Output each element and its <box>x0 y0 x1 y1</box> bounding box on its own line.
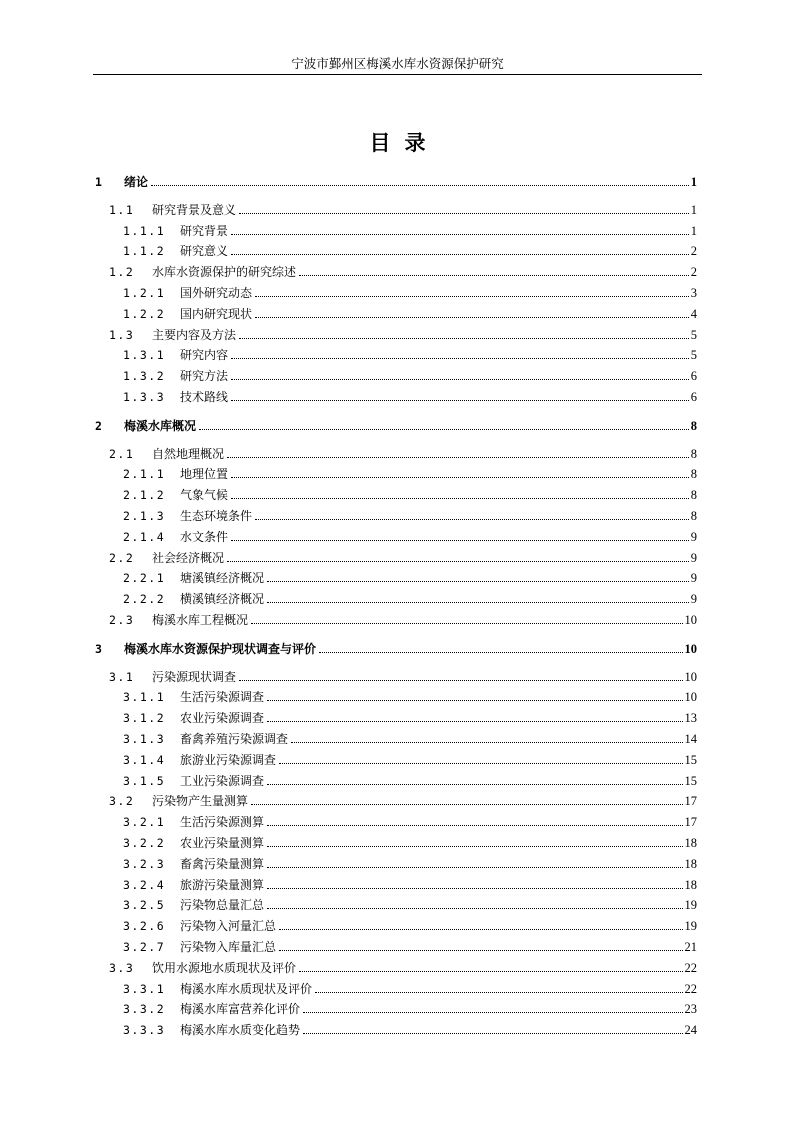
toc-entry[interactable] <box>123 771 697 789</box>
toc-entry-page: 9 <box>690 550 697 565</box>
toc-dot-leader <box>231 477 689 478</box>
toc-entry-label: 国内研究现状 <box>180 306 253 321</box>
toc-entry-page: 22 <box>684 981 697 996</box>
toc-dot-leader <box>267 602 689 603</box>
toc-entry[interactable] <box>123 854 697 872</box>
toc-entry-page: 14 <box>684 732 697 746</box>
toc-entry[interactable] <box>109 325 697 343</box>
toc-entry-number: 1 <box>95 175 104 189</box>
toc-dot-leader <box>227 561 689 562</box>
toc-entry-page: 15 <box>684 773 697 788</box>
toc-entry[interactable] <box>95 416 697 434</box>
toc-dot-leader <box>255 317 689 318</box>
toc-entry-label: 地理位置 <box>180 467 229 482</box>
toc-entry-page: 8 <box>690 509 697 523</box>
toc-entry-number: 3.2.1 <box>123 815 166 830</box>
toc-dot-leader <box>231 498 689 499</box>
toc-entry-label: 生活污染源调查 <box>180 690 265 705</box>
page-title: 目录 <box>369 131 440 155</box>
toc-entry-page: 8 <box>690 488 697 503</box>
toc-entry-label: 绪论 <box>124 175 149 189</box>
toc-entry-page: 10 <box>684 669 697 684</box>
toc-entry-label: 梅溪水库工程概况 <box>152 613 249 627</box>
toc-entry-number: 2 <box>95 418 104 433</box>
toc-entry-label: 畜禽养殖污染源调查 <box>180 732 289 746</box>
toc-entry-number: 2.2.2 <box>123 592 166 607</box>
toc-entry[interactable] <box>109 548 697 566</box>
toc-entry-label: 社会经济概况 <box>152 550 225 565</box>
toc-dot-leader <box>299 275 689 276</box>
toc-entry-page: 1 <box>690 202 697 217</box>
toc-entry-page: 18 <box>684 856 697 871</box>
toc-entry-page: 8 <box>690 446 697 461</box>
toc-entry-number: 2.1 <box>109 446 135 461</box>
toc-entry-number: 3.2 <box>109 794 135 809</box>
toc-dot-leader <box>315 992 682 993</box>
toc-dot-leader <box>239 338 689 339</box>
toc-entry[interactable] <box>123 221 697 239</box>
toc-entry-number: 1.1.2 <box>123 244 166 259</box>
toc-dot-leader <box>267 867 682 868</box>
toc-entry-label: 污染物产生量测算 <box>152 794 249 809</box>
toc-entry[interactable] <box>123 506 697 524</box>
toc-entry-number: 3.3 <box>109 960 135 975</box>
toc-dot-leader <box>251 623 682 624</box>
toc-entry-label: 主要内容及方法 <box>152 327 237 342</box>
toc-entry-label: 自然地理概况 <box>152 446 225 461</box>
toc-entry-page: 9 <box>690 592 697 607</box>
toc-entry-page: 5 <box>690 348 697 363</box>
toc-entry-page: 22 <box>684 960 697 975</box>
toc-entry-page: 17 <box>684 815 697 830</box>
toc-entry-page: 23 <box>684 1002 697 1017</box>
toc-entry-label: 生活污染源测算 <box>180 815 265 830</box>
toc-entry[interactable] <box>109 958 697 976</box>
toc-entry-number: 2.2.1 <box>123 571 166 586</box>
toc-entry-label: 生态环境条件 <box>180 509 253 523</box>
toc-dot-leader <box>267 846 682 847</box>
toc-entry-label: 技术路线 <box>180 390 229 404</box>
toc-entry-number: 3 <box>95 641 104 656</box>
toc-entry-number: 2.2 <box>109 550 135 565</box>
toc-entry[interactable] <box>123 833 697 851</box>
toc-entry-page: 10 <box>684 641 697 656</box>
toc-entry-label: 农业污染量测算 <box>180 836 265 850</box>
toc-dot-leader <box>199 429 689 430</box>
toc-dot-leader <box>291 742 682 743</box>
toc-entry-page: 8 <box>690 467 697 482</box>
toc-entry-number: 3.3.3 <box>123 1023 166 1038</box>
toc-entry-label: 塘溪镇经济概况 <box>180 571 265 586</box>
toc-dot-leader <box>299 971 682 972</box>
toc-entry-number: 3.1.4 <box>123 752 166 767</box>
toc-entry-page: 10 <box>684 690 697 705</box>
toc-entry-label: 污染物总量汇总 <box>180 898 265 913</box>
toc-entry-label: 水文条件 <box>180 529 229 544</box>
toc-entry-label: 研究背景 <box>180 223 229 238</box>
toc-entry-number: 1.3.2 <box>123 369 166 384</box>
toc-entry-label: 畜禽污染量测算 <box>180 856 265 871</box>
toc-entry[interactable] <box>123 527 697 545</box>
toc-entry[interactable] <box>95 172 697 190</box>
toc-dot-leader <box>319 652 682 653</box>
toc-entry[interactable] <box>123 750 697 768</box>
toc-entry-label: 旅游业污染源调查 <box>180 752 277 767</box>
toc-entry-number: 3.1 <box>109 669 135 684</box>
toc-entry-number: 3.1.2 <box>123 711 166 726</box>
toc-entry-page: 1 <box>690 223 697 238</box>
toc-dot-leader <box>239 213 689 214</box>
toc-entry-label: 工业污染源调查 <box>180 773 265 788</box>
toc-entry-number: 3.2.6 <box>123 919 166 934</box>
toc-entry[interactable] <box>123 589 697 607</box>
toc-entry[interactable] <box>109 262 697 280</box>
toc-entry[interactable] <box>123 895 697 913</box>
toc-entry[interactable] <box>109 791 697 809</box>
toc-entry[interactable] <box>123 812 697 830</box>
toc-entry[interactable] <box>109 200 697 218</box>
toc-entry-page: 24 <box>684 1023 697 1038</box>
toc-entry-number: 1.1.1 <box>123 223 166 238</box>
toc-dot-leader <box>255 296 689 297</box>
toc-entry-number: 2.1.2 <box>123 488 166 503</box>
toc-entry-label: 气象气候 <box>180 488 229 503</box>
toc-dot-leader <box>227 457 689 458</box>
toc-entry[interactable] <box>123 464 697 482</box>
toc-entry-number: 3.1.5 <box>123 773 166 788</box>
toc-entry-label: 旅游污染量测算 <box>180 877 265 892</box>
toc-dot-leader <box>267 700 682 701</box>
toc-dot-leader <box>239 680 682 681</box>
toc-dot-leader <box>279 950 682 951</box>
toc-dot-leader <box>255 519 689 520</box>
toc-entry-number: 3.2.5 <box>123 898 166 913</box>
toc-dot-leader <box>267 908 682 909</box>
toc-entry-number: 3.2.7 <box>123 940 166 954</box>
toc-entry[interactable] <box>123 345 697 363</box>
toc-entry-page: 10 <box>684 613 697 627</box>
toc-dot-leader <box>279 763 682 764</box>
toc-entry-page: 9 <box>690 529 697 544</box>
toc-entry-label: 梅溪水库水质变化趋势 <box>180 1023 301 1038</box>
toc-dot-leader <box>279 929 682 930</box>
toc-entry-label: 污染物入河量汇总 <box>180 919 277 934</box>
toc-entry-page: 6 <box>690 390 697 404</box>
toc-entry-label: 农业污染源调查 <box>180 711 265 726</box>
toc-dot-leader <box>151 185 689 186</box>
toc-entry-label: 研究内容 <box>180 348 229 363</box>
toc-entry[interactable] <box>123 916 697 934</box>
toc-entry[interactable] <box>123 999 697 1017</box>
toc-entry[interactable] <box>123 485 697 503</box>
toc-entry-page: 19 <box>684 919 697 934</box>
toc-dot-leader <box>303 1012 682 1013</box>
toc-entry-page: 2 <box>690 265 697 280</box>
toc-dot-leader <box>267 721 682 722</box>
toc-entry-page: 21 <box>684 940 697 954</box>
toc-entry[interactable] <box>123 568 697 586</box>
toc-entry-number: 1.2.2 <box>123 306 166 321</box>
toc-entry[interactable] <box>123 1020 697 1038</box>
running-header: 宁波市鄞州区梅溪水库水资源保护研究 <box>291 56 504 71</box>
toc-entry-page: 19 <box>684 898 697 913</box>
toc-entry-number: 3.1.1 <box>123 690 166 705</box>
toc-entry[interactable] <box>123 687 697 705</box>
toc-entry-number: 2.1.1 <box>123 467 166 482</box>
toc-entry-label: 研究方法 <box>180 369 229 384</box>
toc-entry[interactable] <box>123 366 697 384</box>
toc-entry-page: 3 <box>690 286 697 300</box>
toc-entry-number: 1.3.3 <box>123 390 166 404</box>
toc-entry-number: 3.3.2 <box>123 1002 166 1017</box>
toc-entry-number: 1.3 <box>109 327 135 342</box>
toc-dot-leader <box>267 888 682 889</box>
toc-entry-number: 3.3.1 <box>123 981 166 996</box>
toc-entry-number: 1.2 <box>109 265 135 280</box>
toc-entry[interactable] <box>109 667 697 685</box>
toc-entry-page: 1 <box>690 175 697 189</box>
toc-entry[interactable] <box>123 241 697 259</box>
toc-entry[interactable] <box>123 283 697 301</box>
toc-entry-label: 国外研究动态 <box>180 286 253 300</box>
toc-entry[interactable] <box>123 937 697 955</box>
toc-entry-label: 饮用水源地水质现状及评价 <box>152 960 297 975</box>
toc-entry-page: 2 <box>690 244 697 259</box>
toc-dot-leader <box>231 540 689 541</box>
toc-entry-number: 1.3.1 <box>123 348 166 363</box>
toc-entry[interactable] <box>123 304 697 322</box>
toc-dot-leader <box>231 358 689 359</box>
toc-entry[interactable] <box>109 444 697 462</box>
toc-entry-label: 梅溪水库水质现状及评价 <box>180 981 313 996</box>
toc-entry-label: 研究背景及意义 <box>152 202 237 217</box>
toc-dot-leader <box>267 825 682 826</box>
toc-entry-number: 1.2.1 <box>123 286 166 300</box>
toc-entry-page: 17 <box>684 794 697 809</box>
toc-entry-label: 水库水资源保护的研究综述 <box>152 265 297 280</box>
toc-entry-number: 3.2.4 <box>123 877 166 892</box>
toc-entry-label: 梅溪水库水资源保护现状调查与评价 <box>124 641 317 656</box>
toc-dot-leader <box>231 234 689 235</box>
toc-entry-page: 8 <box>690 418 697 433</box>
toc-entry-page: 13 <box>684 711 697 726</box>
toc-entry-label: 污染物入库量汇总 <box>180 940 277 954</box>
toc-dot-leader <box>267 784 682 785</box>
toc-entry-number: 3.2.2 <box>123 836 166 850</box>
toc-entry[interactable] <box>123 708 697 726</box>
toc-entry-label: 横溪镇经济概况 <box>180 592 265 607</box>
toc-dot-leader <box>251 804 682 805</box>
toc-entry-page: 18 <box>684 877 697 892</box>
toc-dot-leader <box>303 1033 682 1034</box>
toc-entry-number: 3.1.3 <box>123 732 166 746</box>
toc-entry-number: 1.1 <box>109 202 135 217</box>
toc-entry-number: 3.2.3 <box>123 856 166 871</box>
toc-entry-page: 18 <box>684 836 697 850</box>
toc-entry[interactable] <box>95 639 697 657</box>
toc-entry[interactable] <box>123 979 697 997</box>
toc-entry[interactable] <box>123 875 697 893</box>
toc-entry-page: 9 <box>690 571 697 586</box>
toc-entry-label: 梅溪水库富营养化评价 <box>180 1002 301 1017</box>
toc-entry-number: 2.1.3 <box>123 509 166 523</box>
toc-entry-label: 污染源现状调查 <box>152 669 237 684</box>
toc-dot-leader <box>231 254 689 255</box>
toc-entry[interactable] <box>123 387 697 405</box>
toc-dot-leader <box>231 400 689 401</box>
toc-entry-page: 15 <box>684 752 697 767</box>
toc-entry-page: 5 <box>690 327 697 342</box>
toc-entry-label: 梅溪水库概况 <box>124 418 197 433</box>
toc-entry-number: 2.1.4 <box>123 529 166 544</box>
toc-entry-label: 研究意义 <box>180 244 229 259</box>
toc-entry[interactable] <box>109 610 697 628</box>
toc-entry-number: 2.3 <box>109 613 135 627</box>
toc-entry-page: 4 <box>690 306 697 321</box>
toc-dot-leader <box>267 581 689 582</box>
toc-entry[interactable] <box>123 729 697 747</box>
toc-dot-leader <box>231 379 689 380</box>
toc-entry-page: 6 <box>690 369 697 384</box>
